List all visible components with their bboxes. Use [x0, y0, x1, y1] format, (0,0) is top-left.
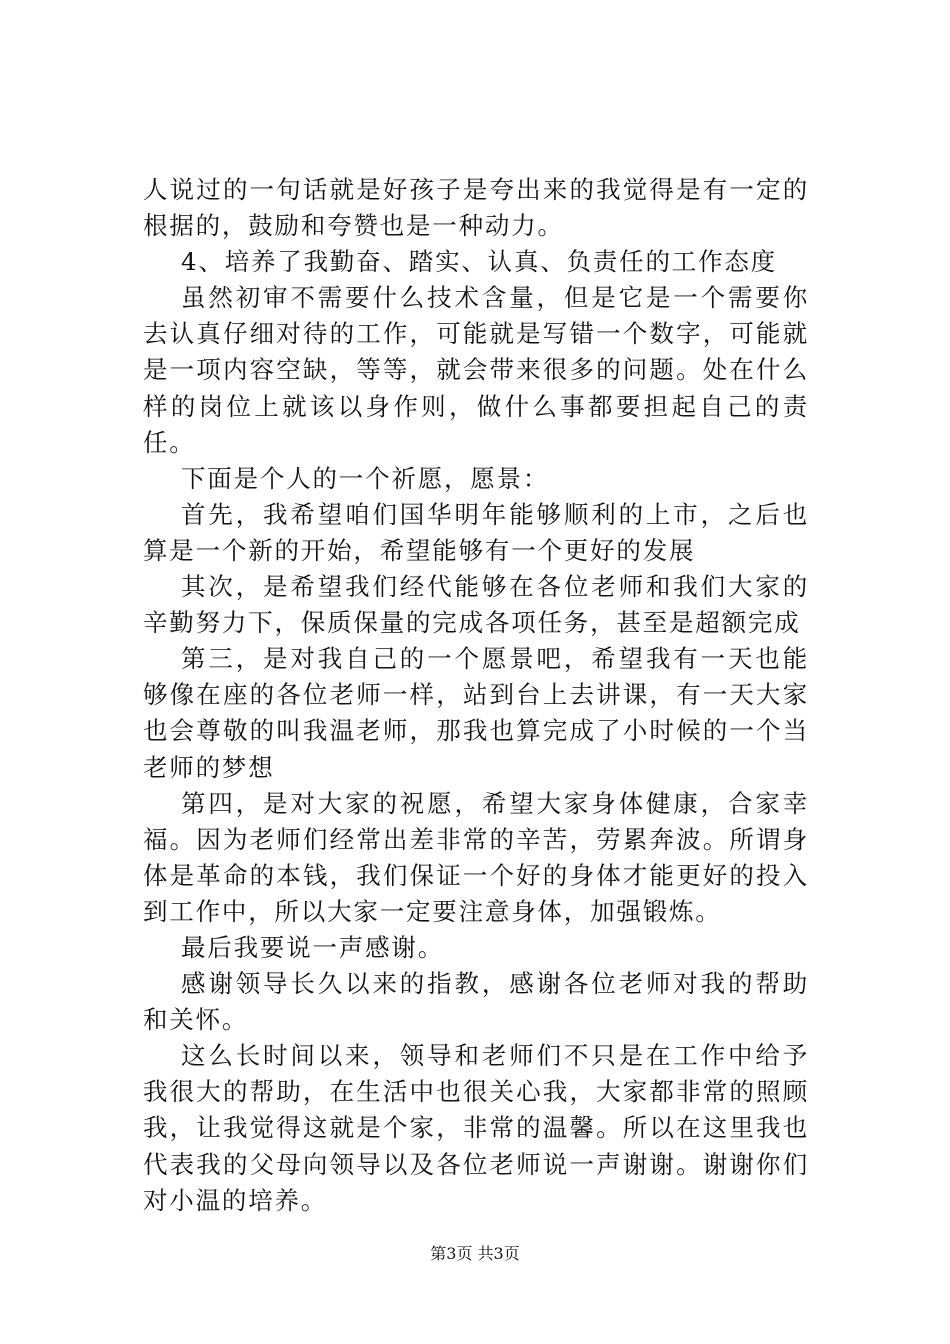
paragraph: 其次，是希望我们经代能够在各位老师和我们大家的辛勤努力下，保质保量的完成各项任务，甚至是超额完成 [143, 572, 809, 638]
paragraph: 最后我要说一声感谢。 [181, 932, 444, 962]
paragraph: 首先，我希望咱们国华明年能够顺利的上市，之后也算是一个新的开始，希望能够有一个更好的发展 [143, 499, 809, 565]
paragraph: 第三，是对我自己的一个愿景吧，希望我有一天也能够像在座的各位老师一样，站到台上去讲课，有一天大家也会尊敬的叫我温老师，那我也算完成了小时候的一个当老师的梦想 [143, 644, 809, 782]
paragraph: 感谢领导长久以来的指教，感谢各位老师对我的帮助和关怀。 [143, 969, 809, 1035]
paragraph-heading: 4、培养了我勤奋、踏实、认真、负责任的工作态度 [181, 247, 777, 277]
page-number-footer: 第3页 共3页 [430, 1244, 520, 1263]
paragraph: 这么长时间以来，领导和老师们不只是在工作中给予我很大的帮助，在生活中也很关心我，大家都非常的照顾我，让我觉得这就是个家，非常的温馨。所以在这里我也代表我的父母向领导以及各位老师说一声谢谢。谢谢你们对小温的培养。 [143, 1041, 809, 1215]
paragraph: 下面是个人的一个祈愿，愿景： [181, 463, 550, 493]
paragraph: 虽然初审不需要什么技术含量，但是它是一个需要你去认真仔细对待的工作，可能就是写错一个数字，可能就是一项内容空缺，等等，就会带来很多的问题。处在什么样的岗位上就该以身作则，做什么事都要担起自己的责任。 [143, 283, 809, 457]
paragraph: 第四，是对大家的祝愿，希望大家身体健康，合家幸福。因为老师们经常出差非常的辛苦，劳累奔波。所谓身体是革命的本钱，我们保证一个好的身体才能更好的投入到工作中，所以大家一定要注意身体，加强锻炼。 [143, 788, 809, 926]
document-body [143, 172, 809, 1219]
paragraph: 人说过的一句话就是好孩子是夸出来的我觉得是有一定的根据的，鼓励和夸赞也是一种动力。 [143, 175, 809, 241]
